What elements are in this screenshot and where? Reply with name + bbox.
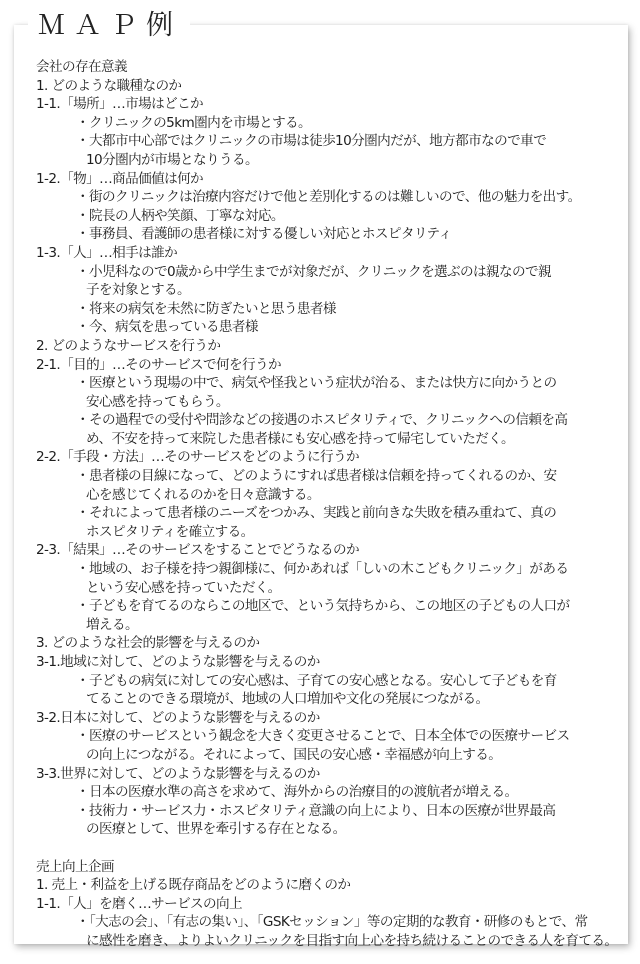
question-3: 3. どのような社会的影響を与えるのか — [36, 635, 260, 652]
list-item-continued: てることのできる環境が、地域の人口増加や文化の発展につながる。 — [86, 691, 489, 708]
list-item: ・それによって患者様のニーズをつかみ、実践と前向きな失敗を積み重ねて、真の — [76, 505, 557, 522]
list-item: ・今、病気を患っている患者様 — [76, 319, 258, 336]
sales-subquestion-1-1: 1-1.「人」を磨く…サービスの向上 — [36, 895, 243, 912]
sales-question-1: 1. 売上・利益を上げる既存商品をどのように磨くのか — [36, 877, 351, 894]
list-item: ・子どもの病気に対しての安心感は、子育ての安心感となる。安心して子どもを育 — [76, 672, 557, 689]
list-item-continued: の向上につながる。それによって、国民の安心感・幸福感が向上する。 — [86, 746, 502, 763]
list-item-continued: 心を感じてくれるのかを日々意識する。 — [86, 486, 320, 503]
list-item-continued: 子を対象とする。 — [86, 282, 190, 299]
section-spacer — [36, 839, 621, 858]
subquestion-1-1: 1-1.「場所」…市場はどこか — [36, 96, 204, 113]
page-title: ＭＡＰ例 — [28, 8, 190, 44]
subquestion-1-2: 1-2.「物」…商品価値は何か — [36, 170, 204, 187]
document-body — [36, 58, 621, 951]
list-item-continued: の医療として、世界を牽引する存在となる。 — [86, 821, 346, 838]
list-item: ・将来の病気を未然に防ぎたいと思う患者様 — [76, 300, 336, 317]
list-item: ・大都市中心部ではクリニックの市場は徒歩10分圏内だが、地方都市なので車で — [76, 133, 547, 150]
subquestion-2-1: 2-1.「目的」…そのサービスで何を行うか — [36, 356, 282, 373]
question-2: 2. どのようなサービスを行うか — [36, 337, 221, 354]
subquestion-3-1: 3-1.地域に対して、どのような影響を与えるのか — [36, 654, 320, 670]
list-item: ・日本の医療水準の高さを求めて、海外からの治療目的の渡航者が増える。 — [76, 784, 518, 801]
list-item-continued: 増える。 — [86, 616, 138, 633]
list-item: ・患者様の目線になって、どのようにすれば患者様は信頼を持ってくれるのか、安 — [76, 468, 557, 485]
question-1: 1. どのような職種なのか — [36, 77, 182, 94]
list-item: ・子どもを育てるのならこの地区で、という気持ちから、この地区の子どもの人口が — [76, 598, 570, 615]
list-item-continued: め、不安を持って来院した患者様にも安心感を持って帰宅していただく。 — [86, 430, 514, 447]
list-item-continued: という安心感を持っていただく。 — [86, 579, 281, 596]
list-item-continued: に感性を磨き、よりよいクリニックを目指す向上心を持ち続けることのできる人を育てる。 — [86, 932, 618, 949]
list-item-continued: 10分圏内が市場となりうる。 — [86, 151, 259, 168]
subquestion-1-3: 1-3.「人」…相手は誰か — [36, 244, 178, 261]
list-item: ・事務員、看護師の患者様に対する優しい対応とホスピタリティ — [76, 226, 452, 243]
list-item: ・医療のサービスという観念を大きく変更させることで、日本全体での医療サービス — [76, 728, 570, 745]
list-item: ・その過程での受付や問診などの接遇のホスピタリティで、クリニックへの信頼を高 — [76, 412, 568, 429]
list-item: ・地域の、お子様を持つ親御様に、何かあれば「しいの木こどもクリニック」がある — [76, 561, 569, 578]
list-item: ・小児科なので0歳から中学生までが対象だが、クリニックを選ぶのは親なので親 — [76, 263, 552, 280]
list-item: ・街のクリニックは治療内容だけで他と差別化するのは難しいので、他の魅力を出す。 — [76, 189, 581, 206]
section-heading-existence: 会社の存在意義 — [36, 59, 127, 75]
section-heading-sales: 売上向上企画 — [36, 858, 114, 875]
list-item-continued: ホスピタリティを確立する。 — [86, 523, 254, 540]
list-item-continued: 安心感を持ってもらう。 — [86, 393, 229, 410]
subquestion-2-3: 2-3.「結果」…そのサービスをすることでどうなるのか — [36, 542, 359, 559]
list-item: ・院長の人柄や笑顔、丁寧な対応。 — [76, 207, 284, 224]
subquestion-2-2: 2-2.「手段・方法」…そのサービスをどのように行うか — [36, 449, 359, 466]
subquestion-3-3: 3-3.世界に対して、どのような影響を与えるのか — [36, 765, 320, 782]
list-item: ・クリニックの5km圏内を市場とする。 — [76, 114, 312, 131]
list-item: ・技術力・サービス力・ホスピタリティ意識の向上により、日本の医療が世界最高 — [76, 802, 556, 819]
list-item: ・医療という現場の中で、病気や怪我という症状が治る、または快方に向かうとの — [76, 375, 557, 392]
list-item: ・「大志の会」、「有志の集い」、「GSKセッション」等の定期的な教育・研修のもとで、常 — [76, 914, 588, 931]
subquestion-3-2: 3-2.日本に対して、どのような影響を与えるのか — [36, 709, 320, 726]
